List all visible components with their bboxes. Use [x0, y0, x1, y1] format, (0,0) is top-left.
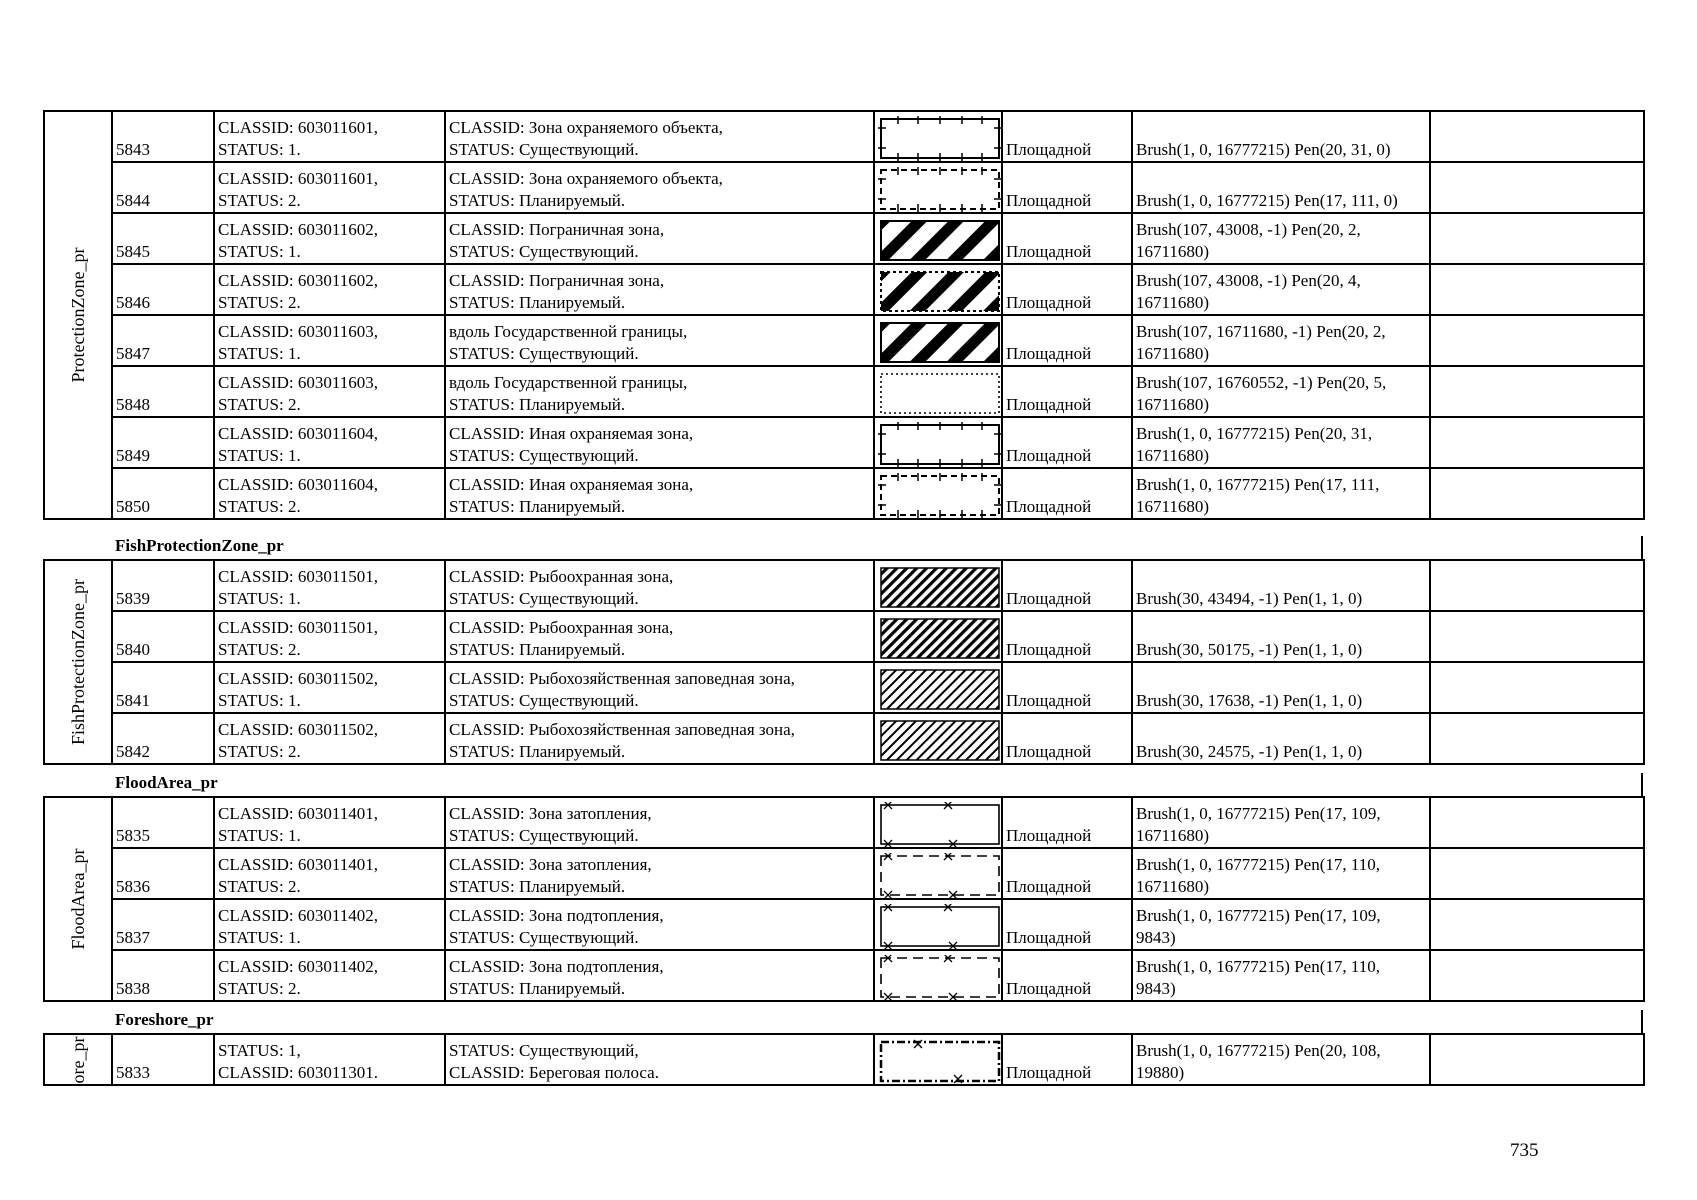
legend-symbol-icon [878, 904, 1002, 949]
line-1: Brush(1, 0, 16777215) Pen(20, 31, [1136, 424, 1373, 443]
empty-cell [1430, 315, 1644, 366]
line-1: CLASSID: 603011502, [218, 669, 378, 688]
code-cell: 5843 [112, 111, 214, 162]
description-cell [445, 162, 874, 213]
code-cell: 5835 [112, 797, 214, 848]
empty-cell [1430, 662, 1644, 713]
line-2: 16711680) [1136, 446, 1210, 465]
table-row [44, 950, 1644, 1001]
layer-header-rule [111, 536, 1643, 559]
line-2: STATUS: 1. [218, 691, 301, 710]
line-2: STATUS: Планируемый. [449, 395, 626, 414]
line-2: STATUS: 2. [218, 640, 301, 659]
table-row [44, 468, 1644, 519]
style-cell [1132, 611, 1430, 662]
line-2: STATUS: Существующий. [449, 446, 639, 465]
table-row [44, 366, 1644, 417]
symbol-cell [874, 662, 1002, 713]
description-cell [445, 1034, 874, 1085]
geometry-type-cell: Площадной [1002, 1034, 1132, 1085]
table-row [44, 713, 1644, 764]
line-1: вдоль Государственной границы, [449, 322, 688, 341]
symbol-cell [874, 848, 1002, 899]
line-1: CLASSID: Зона подтопления, [449, 906, 664, 925]
line-1: CLASSID: Иная охраняемая зона, [449, 475, 694, 494]
table-row [44, 111, 1644, 162]
layer-vertical-label: FloodArea_pr [68, 848, 88, 950]
attribute-cell [214, 560, 445, 611]
geometry-type-cell: Площадной [1002, 560, 1132, 611]
line-2: 16711680) [1136, 242, 1210, 261]
empty-cell [1430, 797, 1644, 848]
description-cell [445, 264, 874, 315]
line-1: STATUS: 1, [218, 1041, 301, 1060]
attribute-cell [214, 264, 445, 315]
legend-symbol-icon [878, 1039, 1002, 1084]
line-1: Brush(107, 16760552, -1) Pen(20, 5, [1136, 373, 1387, 392]
line-2: 16711680) [1136, 293, 1210, 312]
table-row [44, 1034, 1644, 1085]
line-1: STATUS: Существующий, [449, 1041, 639, 1060]
line-2: STATUS: 1. [218, 344, 301, 363]
line-1: Brush(1, 0, 16777215) Pen(20, 108, [1136, 1041, 1381, 1060]
line-1: CLASSID: 603011604, [218, 424, 378, 443]
empty-cell [1430, 213, 1644, 264]
line-1: Brush(107, 43008, -1) Pen(20, 4, [1136, 271, 1361, 290]
geometry-type-cell: Площадной [1002, 899, 1132, 950]
line-2: STATUS: Существующий. [449, 589, 639, 608]
empty-cell [1430, 560, 1644, 611]
symbol-cell [874, 713, 1002, 764]
code-cell: 5846 [112, 264, 214, 315]
empty-cell [1430, 162, 1644, 213]
line-1: CLASSID: Зона подтопления, [449, 957, 664, 976]
description-cell [445, 848, 874, 899]
layer-header-rule [111, 1010, 1643, 1033]
table-row [44, 417, 1644, 468]
legend-symbol-icon [878, 269, 1002, 314]
symbol-cell [874, 899, 1002, 950]
table-row [44, 264, 1644, 315]
description-cell [445, 315, 874, 366]
legend-symbol-icon [878, 320, 1002, 365]
line-1: CLASSID: 603011401, [218, 855, 378, 874]
line-2: 16711680) [1136, 395, 1210, 414]
layer-group-cell [44, 797, 112, 1001]
line-2: 16711680) [1136, 497, 1210, 516]
attribute-cell [214, 950, 445, 1001]
empty-cell [1430, 417, 1644, 468]
code-cell: 5838 [112, 950, 214, 1001]
style-cell [1132, 417, 1430, 468]
line-2: STATUS: Существующий. [449, 344, 639, 363]
symbol-cell [874, 468, 1002, 519]
line-1: CLASSID: 603011402, [218, 957, 378, 976]
geometry-type-cell: Площадной [1002, 213, 1132, 264]
geometry-type-cell: Площадной [1002, 366, 1132, 417]
line-1: CLASSID: 603011501, [218, 567, 378, 586]
legend-symbol-icon [878, 802, 1002, 847]
style-cell [1132, 162, 1430, 213]
layer-vertical-label: FishProtectionZone_pr [68, 579, 88, 745]
symbol-cell [874, 162, 1002, 213]
line-2: STATUS: 2. [218, 742, 301, 761]
style-cell [1132, 366, 1430, 417]
code-cell: 5842 [112, 713, 214, 764]
symbol-cell [874, 611, 1002, 662]
line-1: CLASSID: Зона затопления, [449, 855, 652, 874]
line-2: 16711680) [1136, 344, 1210, 363]
layer-header-rule [111, 773, 1643, 796]
line-1: Brush(30, 50175, -1) Pen(1, 1, 0) [1136, 640, 1363, 659]
geometry-type-cell: Площадной [1002, 417, 1132, 468]
layer-group-cell [44, 111, 112, 519]
symbol-cell [874, 366, 1002, 417]
description-cell [445, 213, 874, 264]
legend-symbol-icon [878, 853, 1002, 898]
line-2: STATUS: 1. [218, 242, 301, 261]
geometry-type-cell: Площадной [1002, 662, 1132, 713]
page-number: 735 [1510, 1140, 1539, 1161]
line-1: CLASSID: 603011602, [218, 271, 378, 290]
attribute-cell [214, 315, 445, 366]
table-row [44, 899, 1644, 950]
layer-table [43, 1033, 1645, 1086]
line-2: STATUS: 2. [218, 979, 301, 998]
attribute-cell [214, 848, 445, 899]
table-row [44, 611, 1644, 662]
line-2: STATUS: Планируемый. [449, 877, 626, 896]
legend-symbol-icon [878, 167, 1002, 212]
line-2: 19880) [1136, 1063, 1185, 1082]
attribute-cell [214, 366, 445, 417]
symbol-cell [874, 213, 1002, 264]
line-1: CLASSID: Иная охраняемая зона, [449, 424, 694, 443]
attribute-cell [214, 417, 445, 468]
geometry-type-cell: Площадной [1002, 713, 1132, 764]
code-cell: 5847 [112, 315, 214, 366]
code-cell: 5845 [112, 213, 214, 264]
layer-vertical-label: ore_pr [68, 1036, 88, 1083]
style-cell [1132, 950, 1430, 1001]
line-1: Brush(1, 0, 16777215) Pen(17, 111, 0) [1136, 191, 1398, 210]
attribute-cell [214, 111, 445, 162]
line-1: CLASSID: 603011602, [218, 220, 378, 239]
empty-cell [1430, 111, 1644, 162]
line-1: Brush(1, 0, 16777215) Pen(17, 110, [1136, 957, 1380, 976]
geometry-type-cell: Площадной [1002, 611, 1132, 662]
line-1: CLASSID: Рыбохозяйственная заповедная зона, [449, 720, 795, 739]
style-cell [1132, 662, 1430, 713]
legend-symbol-icon [878, 955, 1002, 1000]
symbol-cell [874, 264, 1002, 315]
symbol-cell [874, 950, 1002, 1001]
line-1: CLASSID: 603011603, [218, 322, 378, 341]
line-2: STATUS: 1. [218, 140, 301, 159]
line-2: STATUS: Планируемый. [449, 640, 626, 659]
code-cell: 5833 [112, 1034, 214, 1085]
line-1: Brush(30, 43494, -1) Pen(1, 1, 0) [1136, 589, 1363, 608]
line-1: CLASSID: Пограничная зона, [449, 220, 665, 239]
attribute-cell [214, 611, 445, 662]
line-1: CLASSID: Зона охраняемого объекта, [449, 169, 723, 188]
legend-symbol-icon [878, 218, 1002, 263]
legend-symbol-icon [878, 616, 1002, 661]
code-cell: 5844 [112, 162, 214, 213]
line-1: CLASSID: 603011603, [218, 373, 378, 392]
table-row [44, 560, 1644, 611]
layer-table [43, 559, 1645, 765]
line-1: Brush(1, 0, 16777215) Pen(17, 111, [1136, 475, 1380, 494]
line-1: CLASSID: Рыбоохранная зона, [449, 567, 674, 586]
code-cell: 5849 [112, 417, 214, 468]
geometry-type-cell: Площадной [1002, 111, 1132, 162]
line-2: 16711680) [1136, 826, 1210, 845]
line-2: STATUS: Существующий. [449, 826, 639, 845]
geometry-type-cell: Площадной [1002, 950, 1132, 1001]
line-2: STATUS: 1. [218, 928, 301, 947]
geometry-type-cell: Площадной [1002, 264, 1132, 315]
style-cell [1132, 264, 1430, 315]
line-1: CLASSID: Рыбохозяйственная заповедная зона, [449, 669, 795, 688]
legend-symbol-icon [878, 116, 1002, 161]
legend-symbol-icon [878, 371, 1002, 416]
empty-cell [1430, 848, 1644, 899]
line-2: STATUS: Планируемый. [449, 497, 626, 516]
line-2: STATUS: Существующий. [449, 140, 639, 159]
line-2: STATUS: 1. [218, 826, 301, 845]
line-1: CLASSID: 603011604, [218, 475, 378, 494]
layer-header: FloodArea_pr [115, 773, 218, 792]
description-cell [445, 560, 874, 611]
description-cell [445, 611, 874, 662]
geometry-type-cell: Площадной [1002, 468, 1132, 519]
line-1: Brush(1, 0, 16777215) Pen(17, 109, [1136, 906, 1381, 925]
line-2: STATUS: 1. [218, 446, 301, 465]
geometry-type-cell: Площадной [1002, 315, 1132, 366]
attribute-cell [214, 1034, 445, 1085]
style-cell [1132, 111, 1430, 162]
empty-cell [1430, 264, 1644, 315]
style-cell [1132, 1034, 1430, 1085]
layer-header: Foreshore_pr [115, 1010, 214, 1029]
description-cell [445, 417, 874, 468]
style-cell [1132, 848, 1430, 899]
attribute-cell [214, 797, 445, 848]
style-cell [1132, 713, 1430, 764]
symbol-cell [874, 1034, 1002, 1085]
line-1: CLASSID: 603011601, [218, 169, 378, 188]
layer-table [43, 110, 1645, 520]
line-1: Brush(30, 17638, -1) Pen(1, 1, 0) [1136, 691, 1363, 710]
line-2: 9843) [1136, 928, 1176, 947]
line-1: Brush(1, 0, 16777215) Pen(17, 109, [1136, 804, 1381, 823]
attribute-cell [214, 899, 445, 950]
geometry-type-cell: Площадной [1002, 848, 1132, 899]
style-cell [1132, 899, 1430, 950]
line-2: 9843) [1136, 979, 1176, 998]
empty-cell [1430, 713, 1644, 764]
line-1: CLASSID: 603011502, [218, 720, 378, 739]
table-row [44, 797, 1644, 848]
line-1: CLASSID: Зона затопления, [449, 804, 652, 823]
line-1: CLASSID: Зона охраняемого объекта, [449, 118, 723, 137]
line-2: STATUS: 2. [218, 497, 301, 516]
attribute-cell [214, 213, 445, 264]
description-cell [445, 713, 874, 764]
empty-cell [1430, 899, 1644, 950]
line-1: CLASSID: Рыбоохранная зона, [449, 618, 674, 637]
line-2: STATUS: Существующий. [449, 928, 639, 947]
empty-cell [1430, 366, 1644, 417]
symbol-cell [874, 315, 1002, 366]
table-row [44, 162, 1644, 213]
code-cell: 5836 [112, 848, 214, 899]
style-cell [1132, 213, 1430, 264]
attribute-cell [214, 468, 445, 519]
table-row [44, 848, 1644, 899]
line-2: STATUS: Планируемый. [449, 191, 626, 210]
empty-cell [1430, 1034, 1644, 1085]
empty-cell [1430, 950, 1644, 1001]
line-1: CLASSID: 603011601, [218, 118, 378, 137]
legend-symbol-icon [878, 422, 1002, 467]
style-cell [1132, 315, 1430, 366]
legend-symbol-icon [878, 718, 1002, 763]
layer-header: FishProtectionZone_pr [115, 536, 284, 555]
line-1: Brush(1, 0, 16777215) Pen(17, 110, [1136, 855, 1380, 874]
line-1: вдоль Государственной границы, [449, 373, 688, 392]
table-row [44, 662, 1644, 713]
code-cell: 5850 [112, 468, 214, 519]
code-cell: 5839 [112, 560, 214, 611]
description-cell [445, 950, 874, 1001]
line-1: CLASSID: 603011501, [218, 618, 378, 637]
line-2: STATUS: Планируемый. [449, 293, 626, 312]
line-2: STATUS: 1. [218, 589, 301, 608]
style-cell [1132, 468, 1430, 519]
code-cell: 5840 [112, 611, 214, 662]
symbol-cell [874, 417, 1002, 468]
style-cell [1132, 560, 1430, 611]
line-2: STATUS: Существующий. [449, 691, 639, 710]
line-2: 16711680) [1136, 877, 1210, 896]
symbol-cell [874, 111, 1002, 162]
attribute-cell [214, 713, 445, 764]
legend-symbol-icon [878, 565, 1002, 610]
description-cell [445, 468, 874, 519]
geometry-type-cell: Площадной [1002, 797, 1132, 848]
line-2: STATUS: 2. [218, 191, 301, 210]
code-cell: 5841 [112, 662, 214, 713]
code-cell: 5837 [112, 899, 214, 950]
line-2: STATUS: 2. [218, 877, 301, 896]
geometry-type-cell: Площадной [1002, 162, 1132, 213]
line-2: STATUS: 2. [218, 293, 301, 312]
description-cell [445, 899, 874, 950]
style-cell [1132, 797, 1430, 848]
line-2: STATUS: Существующий. [449, 242, 639, 261]
symbol-cell [874, 797, 1002, 848]
table-row [44, 213, 1644, 264]
attribute-cell [214, 662, 445, 713]
empty-cell [1430, 468, 1644, 519]
line-2: CLASSID: Береговая полоса. [449, 1063, 659, 1082]
description-cell [445, 366, 874, 417]
line-1: CLASSID: 603011401, [218, 804, 378, 823]
line-1: Brush(107, 16711680, -1) Pen(20, 2, [1136, 322, 1386, 341]
description-cell [445, 797, 874, 848]
line-2: STATUS: Планируемый. [449, 742, 626, 761]
line-1: CLASSID: 603011402, [218, 906, 378, 925]
line-2: STATUS: 2. [218, 395, 301, 414]
line-1: Brush(107, 43008, -1) Pen(20, 2, [1136, 220, 1361, 239]
line-1: CLASSID: Пограничная зона, [449, 271, 665, 290]
description-cell [445, 662, 874, 713]
legend-symbol-icon [878, 667, 1002, 712]
layer-group-cell [44, 1034, 112, 1085]
attribute-cell [214, 162, 445, 213]
line-2: STATUS: Планируемый. [449, 979, 626, 998]
line-1: Brush(30, 24575, -1) Pen(1, 1, 0) [1136, 742, 1363, 761]
code-cell: 5848 [112, 366, 214, 417]
layer-table [43, 796, 1645, 1002]
empty-cell [1430, 611, 1644, 662]
description-cell [445, 111, 874, 162]
legend-symbol-icon [878, 473, 1002, 518]
layer-group-cell [44, 560, 112, 764]
line-1: Brush(1, 0, 16777215) Pen(20, 31, 0) [1136, 140, 1391, 159]
layer-vertical-label: ProtectionZone_pr [68, 247, 88, 383]
line-2: CLASSID: 603011301. [218, 1063, 378, 1082]
table-row [44, 315, 1644, 366]
symbol-cell [874, 560, 1002, 611]
